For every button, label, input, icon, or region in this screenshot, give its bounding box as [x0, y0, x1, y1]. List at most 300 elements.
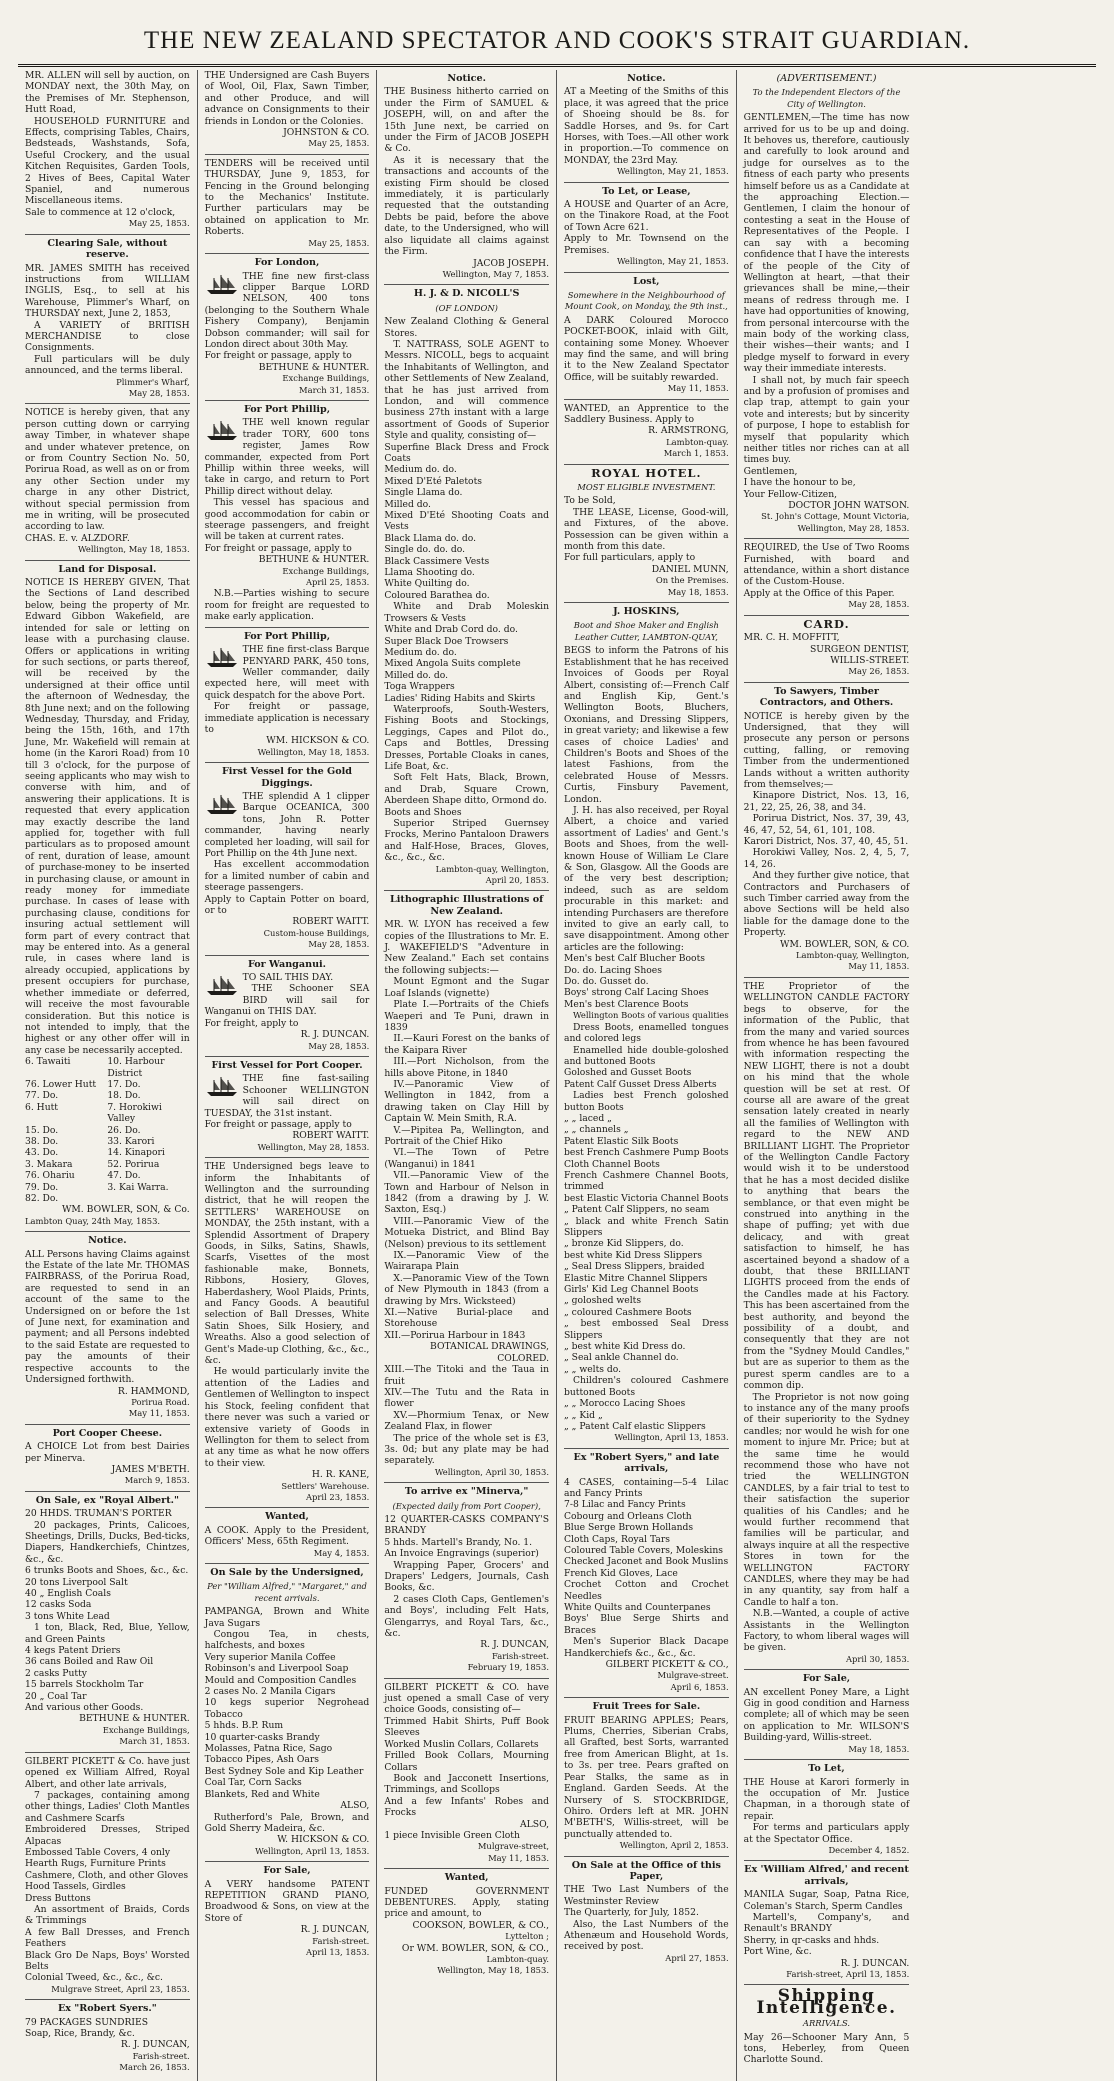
ad-line: Exchange Buildings, — [102, 1724, 190, 1735]
ad-line: „ best embossed Seal Dress Slippers — [564, 1318, 729, 1341]
ad-line: A few Ball Dresses, and French Feathers — [25, 1926, 190, 1950]
ad-line: I shall not, by much fair speech and by a profusion of promises and clap trap, attempt to gain your vote and interests; but by sincerity of purpose, I hope to establish for myself that popularity which neither titles nor riches can at all times buy. — [743, 374, 910, 466]
ad-line: For freight, apply to — [204, 1017, 299, 1029]
ad-line: Horokiwi Valley, Nos. 2, 4, 5, 7, 14, 26. — [743, 847, 910, 870]
ad-line: An Invoice Engravings (superior) — [384, 1548, 539, 1560]
ad-line: BETHUNE & HUNTER. — [79, 1713, 190, 1725]
ad-line: And various other Goods. — [25, 1702, 144, 1714]
ad-line: Rutherford's Pale, Brown, and Gold Sherry Madeira, &c. — [204, 1811, 370, 1834]
ad-line: Lyttelton ; — [505, 1931, 549, 1942]
section-entry: 3. Makara — [25, 1158, 73, 1170]
ship-icon — [205, 273, 239, 295]
ad-line: A VERY handsome PATENT REPETITION GRAND PIANO, Broadwood & Sons, on view at the Store of — [204, 1878, 370, 1924]
ad-subheading: (Expected daily from Port Cooper), — [392, 1500, 541, 1511]
ad-line: March 31, 1853. — [299, 384, 370, 395]
ad-line: Mould and Composition Candles — [204, 1674, 357, 1686]
ad-line: R. J. DUNCAN. — [840, 1957, 910, 1969]
ad-line: As it is necessary that the transactions and accounts of the existing Firm should be closed immediately, it is particularly requested that the outstanding Debts be paid, before the above date, to the Undersigned, who will also liquidate all claims against the Firm. — [384, 154, 549, 258]
ad-line: Frilled Book Collars, Mourning Collars — [384, 1750, 549, 1773]
ad-heading: Ex 'William Alfred,' and recent arrivals, — [744, 1864, 909, 1887]
ad-line: IX.—Panoramic View of the Wairarapa Plain — [384, 1250, 549, 1273]
ad-line: For terms and particulars apply at the Spectator Office. — [743, 1822, 910, 1845]
ad-line: Wellington, May 18, 1853. — [437, 1965, 549, 1976]
ad-line: White and Drab Cord do. do. — [384, 624, 518, 636]
advertisement — [384, 1872, 549, 1981]
advertisement — [25, 1495, 190, 1753]
ad-line: For freight or passage, immediate application is necessary to — [204, 701, 370, 735]
ad-line: GILBERT PICKETT & Co. have just opened ex William Alfred, Royal Albert, and other late arrivals, — [25, 1755, 190, 1790]
ad-line: April 27, 1853. — [665, 1952, 729, 1963]
ad-line: Colonial Tweed, &c., &c., &c. — [25, 1972, 163, 1984]
ad-line: Wellington Boots of various qualities — [572, 1010, 729, 1021]
ad-line: Custom-house Buildings, — [263, 927, 370, 938]
ad-line: THE Business hitherto carried on under the Firm of SAMUEL & JOSEPH, will, on and after the 15th June next, be carried on under the Firm of JACOB JOSEPH & Co. — [384, 86, 549, 155]
advertisement — [564, 606, 729, 1449]
ad-subheading: To the Independent Electors of the City of Wellington. — [752, 87, 901, 109]
ad-line: 3 tons White Lead — [25, 1610, 110, 1622]
advertisement — [564, 465, 729, 603]
ad-line: On the Premises. — [655, 575, 729, 586]
advertisement — [205, 1865, 370, 1962]
ad-heading: J. HOSKINS, — [613, 606, 680, 618]
ad-line: AT a Meeting of the Smiths of this place, it was agreed that the price of Shoeing should be 8s. for Saddle Horses, and 9s. for Cart Horses, with Toes.—All other work in proportion.—To commence on MONDAY, the 23rd May. — [564, 86, 729, 166]
ad-line: THE fine first-class Barque PENYARD PARK, 450 tons, Weller commander, daily expected here, will meet with quick despatch for the above Port. — [204, 644, 370, 701]
advertisement — [25, 564, 190, 1233]
advertisement — [25, 70, 190, 235]
ad-heading: For Sale, — [802, 1673, 851, 1685]
ad-line: XI.—Native Burial-place and Storehouse — [384, 1307, 549, 1330]
ad-heading: To Sawyers, Timber Contractors, and Others. — [759, 685, 894, 709]
newspaper-title: THE NEW ZEALAND SPECTATOR AND COOK'S STRAIT GUARDIAN. — [143, 27, 971, 54]
ad-line: 2 cases No. 2 Manila Cigars — [204, 1686, 336, 1698]
ad-line: Lambton-quay, Wellington, — [796, 950, 910, 961]
ad-line: March 31, 1853. — [119, 1736, 190, 1747]
ad-line: Elastic Mitre Channel Slippers — [564, 1272, 708, 1284]
ad-line: Very superior Manila Coffee — [204, 1651, 336, 1663]
ad-line: Farish-street. — [312, 1935, 370, 1946]
ad-line: best white Kid Dress Slippers — [564, 1249, 703, 1261]
advertisement — [744, 542, 910, 615]
ship-icon — [205, 1075, 239, 1097]
ad-line: THE splendid A 1 clipper Barque OCEANICA, 300 tons, John R. Potter commander, having nearly completed her loading, will sail for Port Phillip on the 4th June next. — [204, 790, 370, 859]
ad-line: R. ARMSTRONG, — [648, 425, 729, 437]
ad-line: Superior Striped Guernsey Frocks, Merino Pantaloon Drawers and Half-Hose, Braces, Gloves, &c., &c., &c. — [384, 818, 549, 864]
ad-line: Wellington, April 30, 1853. — [434, 1466, 549, 1477]
ad-line: 4 CASES, containing—5-4 Lilac and Fancy Prints — [564, 1476, 729, 1499]
ad-line: Enamelled hide double-goloshed and buttoned Boots — [564, 1044, 729, 1067]
ad-line: Book and Jacconett Insertions, Trimmings, and Scollops — [384, 1772, 549, 1796]
ad-line: For freight or passage, apply to — [204, 542, 352, 554]
ad-line: Or WM. BOWLER, SON, & CO., — [401, 1942, 549, 1954]
advertisement — [205, 959, 370, 1057]
ad-heading: Lithographic Illustrations of New Zealand. — [390, 894, 544, 917]
ad-line: VII.—Panoramic View of the Town and Harbour of Nelson in 1842 (from a drawing by J. W. Saxton, Esq.) — [384, 1170, 549, 1216]
ad-line: 79 PACKAGES SUNDRIES — [25, 2016, 148, 2028]
ad-line: Wellington, April 2, 1853. — [619, 1840, 729, 1851]
ad-line: MR. C. H. MOFFITT, — [743, 632, 840, 644]
ad-line: 20 „ Coal Tar — [25, 1690, 87, 1702]
ad-line: May 26—Schooner Mary Ann, 5 tons, Heberley, from Queen Charlotte Sound. — [743, 2031, 910, 2066]
advertisement — [205, 404, 370, 628]
section-entry: 7. Horokiwi Valley — [107, 1101, 162, 1125]
ad-line: He would particularly invite the attention of the Ladies and Gentlemen of Wellington to inspect his Stock, feeling confident that there never was such a varied or extensive variety of Goods in Wellington for them to select from at any time as what he now offers to their view. — [204, 1366, 370, 1469]
section-entry: 17. Do. — [107, 1078, 141, 1090]
advertisement — [25, 1428, 190, 1492]
ad-heading: For London, — [254, 257, 320, 269]
ship-icon — [205, 793, 239, 815]
ad-line: Lambton-quay. — [666, 436, 729, 447]
ad-line: R. HAMMOND, — [117, 1385, 190, 1397]
ad-heading: First Vessel for the Gold Diggings. — [222, 766, 352, 789]
ad-line: May 11, 1853. — [848, 961, 910, 972]
advertisement — [25, 1756, 190, 2001]
ad-line: Blue Serge Brown Hollands — [564, 1522, 694, 1534]
ad-line: NOTICE is hereby given, that any person cutting down or carrying away Timber, in whatever shape and under whatever pretence, on or from Country Section No. 50, Porirua Road, as well as on or from any other Section under my charge in any other District, without special permission from me in writing, will be prosecuted according to law. — [25, 407, 190, 533]
ad-line: A DARK Coloured Morocco POCKET-BOOK, inlaid with Gilt, containing some Money. Whoever may find the same, and will bring it to the New Zealand Spectator Office, will be suitably rewarded. — [564, 314, 729, 383]
ad-heading: Wanted, — [265, 1511, 309, 1523]
ad-line: New Zealand Clothing & General Stores. — [384, 316, 549, 339]
ad-line: April 23, 1853. — [305, 1491, 370, 1502]
ad-line: This vessel has spacious and good accommodation for cabin or steerage passengers, and freight will be taken at current rates. — [204, 497, 370, 543]
ad-line: THE fine new first-class clipper Barque LORD NELSON, 400 tons (belonging to the Southern Whale Fishery Company), Benjamin Dobson commander; will sail for London direct about 30th May. — [204, 270, 370, 350]
ad-line: THE fine fast-sailing Schooner WELLINGTON will sail direct on TUESDAY, the 31st instant. — [204, 1073, 370, 1119]
ad-line: May 25, 1853. — [128, 218, 190, 229]
ad-line: Wellington, April 13, 1853. — [255, 1845, 370, 1856]
ad-line: Mixed Angola Suits complete — [384, 658, 521, 670]
ad-signature: WM. BOWLER, SON, & Co. — [61, 1204, 190, 1216]
ad-line: „ „ welts do. — [564, 1363, 622, 1375]
ad-line: „ coloured Cashmere Boots — [564, 1306, 692, 1318]
ad-line: H. R. KANE, — [311, 1469, 370, 1481]
advertisement — [744, 73, 910, 539]
section-entry: 10. Harbour District — [107, 1056, 165, 1079]
ad-line: best French Cashmere Pump Boots — [564, 1147, 729, 1159]
advertisement — [564, 1860, 729, 1969]
ad-line: Hood Tassels, Girdles — [25, 1881, 126, 1893]
ad-line: WILLIS-STREET. — [830, 654, 910, 666]
ad-line: NOTICE is hereby given by the Undersigned, that they will prosecute any person or persons cutting, falling, or removing Timber from the undermentioned Lands without a written authority from themselves;— — [743, 710, 910, 790]
ad-line: May 18, 1853. — [848, 1743, 910, 1754]
ad-line: Blankets, Red and White — [204, 1788, 320, 1800]
advertisement — [744, 981, 910, 1670]
ad-line: „ Seal ankle Channel do. — [564, 1352, 679, 1364]
ad-line: April 20, 1853. — [485, 875, 549, 886]
ad-line: I have the honour to be, — [743, 477, 856, 489]
section-entry: 33. Karori — [107, 1135, 155, 1147]
ad-line: BETHUNE & HUNTER. — [258, 361, 370, 373]
ad-line: May 11, 1853. — [128, 1408, 190, 1419]
ad-line: WM. HICKSON & CO. — [266, 735, 370, 747]
ad-line: Soft Felt Hats, Black, Brown, and Drab, Square Crown, Aberdeen Shape ditto, Ormond do. — [384, 772, 549, 807]
section-entry: 26. Do. — [107, 1124, 141, 1136]
ad-line: May 11, 1853. — [667, 383, 729, 394]
ad-line: 1 ton, Black, Red, Blue, Yellow, and Green Paints — [25, 1622, 190, 1645]
ad-heading: Ex "Robert Syers." — [57, 2003, 157, 2015]
ad-line: Wellington, May 7, 1853. — [442, 268, 549, 279]
section-entry: 18. Do. — [107, 1090, 141, 1102]
ad-heading: On Sale by the Undersigned, — [210, 1566, 364, 1578]
ad-line: Llama Shooting do. — [384, 567, 475, 579]
ad-line: Medium do. do. — [384, 646, 457, 658]
advertisement — [25, 407, 190, 560]
ad-line: Wellington, May 18, 1853. — [77, 544, 190, 555]
ad-line: Ladies' Riding Habits and Skirts — [384, 692, 536, 704]
ad-line: Apply to Mr. Townsend on the Premises. — [564, 233, 729, 256]
ad-line: Worked Muslin Collars, Collarets — [384, 1738, 539, 1750]
ad-line: Farish-street. — [491, 1650, 549, 1661]
ad-line: Patent Elastic Silk Boots — [564, 1135, 679, 1147]
section-entry: 82. Do. — [25, 1193, 59, 1204]
ad-line: Molasses, Patna Rice, Sago — [204, 1743, 333, 1755]
ad-line: XIV.—The Tutu and the Rata in flower — [384, 1386, 549, 1410]
ad-line: April 6, 1853. — [670, 1681, 729, 1692]
ad-line: An assortment of Braids, Cords & Trimmings — [25, 1903, 190, 1927]
ad-line: Single do. do. do. — [384, 544, 466, 556]
ad-line: Cashmere, Cloth, and other Gloves — [25, 1869, 189, 1881]
section-entry: 79. Do. — [25, 1181, 59, 1193]
ad-line: Settlers' Warehouse. — [281, 1480, 370, 1491]
ad-subheading: MOST ELIGIBLE INVESTMENT. — [577, 482, 716, 492]
ad-line: May 25, 1853. — [308, 138, 370, 149]
ad-line: SURGEON DENTIST, — [809, 643, 910, 655]
ad-line: ROBERT WAITT. — [292, 916, 370, 928]
ad-line: JOHNSTON & CO. — [283, 127, 370, 139]
ad-line: Wellington, May 28, 1853. — [257, 1141, 370, 1152]
ad-line: May 26, 1853. — [848, 666, 910, 677]
ad-heading: Port Cooper Cheese. — [52, 1427, 163, 1439]
ad-line: Mulgrave-street. — [657, 1670, 729, 1681]
ad-line: „ black and white French Satin Slippers — [564, 1215, 729, 1238]
ad-line: May 28, 1853. — [308, 939, 370, 950]
advertisement — [743, 616, 910, 683]
ad-subheading: Somewhere in the Neighbourhood of Mount Cook, on Monday, the 9th inst., — [564, 289, 728, 312]
ad-line: Black Llama do. do. — [384, 532, 477, 544]
ad-heading: On Sale, ex "Royal Albert." — [35, 1494, 179, 1506]
advertisement — [25, 2003, 190, 2077]
ad-line: Girls' Kid Leg Channel Boots — [564, 1284, 699, 1296]
ad-line: „ Patent Calf Slippers, no seam — [564, 1204, 710, 1216]
ad-signature: Lambton Quay, 24th May, 1853. — [25, 1215, 161, 1226]
ad-line: ROBERT WAITT. — [292, 1130, 370, 1142]
ad-line: Mulgrave-street, — [477, 1841, 549, 1852]
ad-line: Lambton-quay. — [486, 1954, 549, 1964]
ad-line: REQUIRED, the Use of Two Rooms Furnished, with board and attendance, within a short distance of the Custom-House. — [743, 542, 910, 588]
ad-line: BETHUNE & HUNTER. — [258, 554, 370, 566]
ad-line: Apply to Captain Potter on board, or to — [204, 893, 370, 917]
ad-line: NOTICE IS HEREBY GIVEN, That the Sections of Land described below, being the property of Mr. Edward Gibbon Wakefield, are intended for sale or letting on lease with a purchasing clause. Offers or applications in writing for such sections, or parts thereof, will be received by the undersigned at their office until the afternoon of Wednesday, the 8th June next; and on the following Wednesday, Thursday, and Friday, being the 15th, 16th, and 17th June, Mr. Wakefield will remain at home (in the Karori Road) from 10 till 3 o'clock, for the purpose of seeing applicants who may wish to converse with him, and of answering their applications. It is requested that every application may exactly describe the land applied for, together with full particulars as to proposed amount of rent, duration of lease, amount of purchase-money to be inserted in purchasing clause, or amount in ready money for immediate purchase. In cases of lease with purchasing clause, conditions for insuring actual settlement will form part of every contract that may be entered into. As a general rule, in cases where land is already occupied, applications by present occupiers for purchase, whether immediate or deferred, will receive the most favourable consideration. But this notice is not intended to imply, that the highest or any other offer will in any case be necessarily accepted. — [25, 577, 190, 1056]
masthead — [18, 18, 1096, 67]
ad-line: Embossed Table Covers, 4 only — [25, 1846, 171, 1858]
ad-line: „ „ Patent Calf elastic Slippers — [564, 1420, 706, 1432]
ad-line: THE House at Karori formerly in the occupation of Mr. Justice Chapman, in a thorough state of repair. — [743, 1776, 910, 1822]
ad-line: best Elastic Victoria Channel Boots — [564, 1192, 729, 1204]
ad-line: Congou Tea, in chests, halfchests, and boxes — [204, 1629, 370, 1652]
ad-line: DOCTOR JOHN WATSON. — [788, 500, 910, 512]
ad-line: The Quarterly, for July, 1852. — [564, 1907, 699, 1919]
ship-icon — [205, 419, 239, 441]
section-entry: 76. Ohariu — [25, 1170, 75, 1182]
ad-heading: To arrive ex "Minerva," — [404, 1486, 529, 1498]
ad-line: Wellington, May 18, 1853. — [257, 746, 370, 757]
ad-line: The Proprietor is not now going to instance any of the many proofs of their superiority to the Sydney candles; nor would he wish for one moment to injure Mr. Price; but at the same time he would recommend those who have not tried the WELLINGTON CANDLES, by a fair trial to test to their satisfaction the superior qualities of his Candles; and he would further recommend that families will be particular, and always inquire at all the respective Stores in town for the WELLINGTON FACTORY CANDLES, where they may be had in any quantity, say from half a Candle to half a ton. — [743, 1391, 910, 1608]
advertisement — [384, 1486, 549, 1679]
advertisement — [743, 1986, 910, 2069]
ad-subheading: (OF LONDON) — [435, 302, 498, 313]
section-entry: 43. Do. — [25, 1147, 59, 1159]
section-entry: 6. Tawaiti — [25, 1056, 71, 1068]
ad-line: Super Black Doe Trowsers — [384, 635, 509, 647]
advertisement — [564, 73, 729, 183]
ad-line: „ „ channels „ — [564, 1124, 629, 1136]
advertisement — [744, 1763, 910, 1861]
ad-line: April 30, 1853. — [845, 1653, 910, 1664]
ad-line: PAMPANGA, Brown and White Java Sugars — [204, 1606, 370, 1629]
ad-line: N.B.—Parties wishing to secure room for freight are requested to make early application. — [204, 588, 370, 623]
ad-line: ALSO, — [340, 1800, 370, 1812]
advertisement — [564, 186, 729, 273]
ad-line: 36 cans Boiled and Raw Oil — [25, 1656, 154, 1668]
ad-line: Do. do. Gusset do. — [564, 976, 649, 988]
ad-line: ALL Persons having Claims against the Estate of the late Mr. THOMAS FAIRBRASS, of the Porirua Road, are requested to send in an account of the same to the Undersigned on or before the 1st of June next, for examination and payment; and all Persons indebted to the said Estate are requested to pay the amounts of their respective accounts to the Undersigned forthwith. — [25, 1248, 190, 1386]
ad-line: JACOB JOSEPH. — [473, 257, 549, 269]
ad-line: Mulgrave Street, April 23, 1853. — [51, 1983, 190, 1994]
ad-line: CHAS. E. v. ALZDORF. — [25, 532, 130, 544]
ad-line: For freight or passage, apply to — [204, 350, 352, 362]
ad-line: 2 cases Cloth Caps, Gentlemen's and Boys', including Felt Hats, Glengarrys, and Royal Tars, &c., &c. — [384, 1593, 549, 1640]
ad-line: To be Sold, — [564, 495, 616, 507]
ad-line: 7-8 Lilac and Fancy Prints — [564, 1499, 686, 1511]
ad-line: Tobacco Pipes, Ash Oars — [204, 1754, 320, 1766]
ad-heading: ROYAL HOTEL. — [591, 465, 702, 480]
ad-line: III.—Port Nicholson, from the hills above Pitone, in 1840 — [384, 1056, 549, 1079]
ad-line: TENDERS will be received until THURSDAY, June 9, 1853, for Fencing in the Ground belonging to the Mechanics' Institute. Further particulars may be obtained on application to Mr. Roberts. — [204, 157, 370, 238]
ad-line: 4 kegs Patent Driers — [25, 1645, 121, 1657]
ad-heading: First Vessel for Port Cooper. — [211, 1059, 363, 1071]
ad-subheading: Boot and Shoe Maker and English Leather Cutter, LAMBTON-QUAY, — [573, 620, 719, 642]
ad-line: 2 casks Putty — [25, 1667, 87, 1679]
ad-line: Embroidered Dresses, Striped Alpacas — [25, 1824, 190, 1847]
ad-line: THE Two Last Numbers of the Westminster Review — [564, 1884, 729, 1907]
ad-heading: To Let, or Lease, — [602, 185, 691, 197]
section-entry — [107, 1193, 189, 1204]
ad-line: Cloth Caps, Royal Tars — [564, 1533, 670, 1545]
ad-line: Wellington, April 13, 1853. — [614, 1432, 729, 1443]
section-entry: 14. Kinapori — [107, 1147, 165, 1159]
ad-line: Coloured Barathea do. — [384, 589, 490, 601]
ad-line: R. J. DUNCAN, — [120, 2039, 190, 2051]
ad-line: May 11, 1853. — [488, 1852, 549, 1863]
ad-line: Your Fellow-Citizen, — [743, 488, 838, 500]
ad-line: Trimmed Habit Shirts, Puff Book Sleeves — [384, 1715, 549, 1739]
ad-heading: On Sale at the Office of this Paper, — [571, 1859, 721, 1882]
ad-line: THE Undersigned are Cash Buyers of Wool, Oil, Flax, Sawn Timber, and other Produce, and will advance on Consignments to their friends in London or the Colonies. — [204, 70, 370, 127]
column-4 — [557, 70, 737, 2081]
ad-line: 5 hhds. B.P. Rum — [204, 1720, 284, 1732]
section-entry: 3. Kai Warra. — [107, 1181, 169, 1193]
section-entry: 38. Do. — [25, 1135, 59, 1147]
ad-line: „ goloshed welts — [564, 1295, 642, 1307]
ad-line: „ best white Kid Dress do. — [564, 1341, 686, 1353]
ad-line: „ „ Morocco Lacing Shoes — [564, 1398, 686, 1410]
ad-line: 7 packages, containing among other things, Ladies' Cloth Mantles and Cashmere Scarfs — [25, 1789, 190, 1824]
advertisement — [25, 1235, 190, 1425]
ad-line: Coal Tar, Corn Sacks — [204, 1777, 302, 1789]
ad-line: March 1, 1853. — [663, 448, 729, 459]
ad-line: ALSO, — [520, 1818, 549, 1830]
ad-heading: CARD. — [803, 616, 850, 631]
ad-line: XII.—Porirua Harbour in 1843 — [384, 1329, 526, 1341]
ad-line: Mixed D'Eté Shooting Coats and Vests — [384, 510, 549, 533]
ad-line: Port Wine, &c. — [743, 1946, 812, 1958]
ad-line: XIII.—The Titoki and the Taua in fruit — [384, 1364, 549, 1387]
ad-line: 5 hhds. Martell's Brandy, No. 1. — [384, 1536, 533, 1548]
section-list — [25, 1056, 190, 1204]
ad-heading: Clearing Sale, without reserve. — [47, 237, 168, 261]
advertisement — [564, 403, 729, 465]
advertisement — [744, 1673, 910, 1760]
ad-line: Exchange Buildings, — [282, 565, 370, 576]
ad-line: THE LEASE, License, Good-will, and Fixtures, of the above. Possession can be given within a month from this date. — [564, 506, 729, 553]
ad-line: March 26, 1853. — [119, 2062, 190, 2073]
ad-line: Men's Superior Black Dacape Handkerchiefs &c., &c., &c. — [564, 1636, 729, 1659]
ad-line: GENTLEMEN,—The time has now arrived for us to be up and doing. It behoves us, therefore, cautiously and carefully to look around and judge for ourselves as to the fitness of each party who presents himself before us as a Candidate at the approaching Election.—Gentlemen, I claim the honour of contesting a seat in the House of Representatives of the People. I can say with a becoming confidence that I have the interests of the people of the City of Wellington at heart, —that their grievances shall be mine,—their means of redress through me. I have had opportunities of knowing, from personal intercourse with the main body of the working class, their wishes—their wants; and I pledge myself to forward in every way their immediate interests. — [743, 112, 910, 375]
ad-line: Porirua Road. — [131, 1396, 190, 1407]
column-2 — [198, 70, 378, 2081]
ad-line: Boys' strong Calf Lacing Shoes — [564, 987, 709, 999]
ad-line: Wellington, May 21, 1853. — [616, 166, 729, 177]
ad-line: VI.—The Town of Petre (Wanganui) in 1841 — [384, 1147, 549, 1170]
advertisement — [384, 288, 549, 891]
ad-line: FUNDED GOVERNMENT DEBENTURES. Apply, stating price and amount, to — [384, 1885, 549, 1920]
ad-line: IV.—Panoramic View of Wellington in 1842, from a drawing taken on Clay Hill by Captain W. Mein Smith, R.A. — [384, 1078, 549, 1125]
ad-line: FRUIT BEARING APPLES; Pears, Plums, Cherries, Siberian Crabs, all Grafted, best Sorts, warranted free from American Blight, at 1s. to 3s. per tree. Pears grafted on Pear Stalks, the same as in England. Garden Seeds. At the Nursery of S. STOCKBRIDGE, Ohiro. Orders left at MR. JOHN M'BETH'S, Willis-street, will be punctually attended to. — [564, 1714, 729, 1840]
ad-line: MR. ALLEN will sell by auction, on MONDAY next, the 30th May, on the Premises of Mr. Stephenson, Hutt Road, — [25, 70, 190, 116]
ad-line: Exchange Buildings, — [282, 373, 370, 384]
ad-line: White and Drab Moleskin Trowsers & Vests — [384, 601, 549, 624]
ad-line: „ bronze Kid Slippers, do. — [564, 1238, 684, 1250]
ad-line: „ „ laced „ — [564, 1112, 612, 1124]
advertisement — [564, 1701, 729, 1856]
section-entry: 77. Do. — [25, 1090, 59, 1102]
ad-line: BOTANICAL DRAWINGS, COLORED. — [430, 1341, 549, 1364]
ad-line: 12 QUARTER-CASKS COMPANY'S BRANDY — [384, 1513, 549, 1537]
ad-line: MR. JAMES SMITH has received instructions from WILLIAM INGLIS, Esq., to sell at his Warehouse, Plimmer's Wharf, on THURSDAY next, June 2, 1853, — [25, 262, 190, 320]
ad-heading: Land for Disposal. — [58, 563, 157, 575]
advertisement — [384, 73, 549, 285]
ad-line: Superfine Black Dress and Frock Coats — [384, 441, 549, 464]
ad-line: THE Undersigned begs leave to inform the Inhabitants of Wellington and the surrounding district, that he will reopen the SETTLERS' WAREHOUSE on MONDAY, the 25th instant, with a Splendid Assortment of Drapery Goods, in Silks, Satins, Shawls, Scarfs, Visettes of the most fashionable make, Bonnets, Ribbons, Hosiery, Gloves, Haberdashery, Wool Plaids, Prints, and Fancy Goods. A beautiful selection of Ball Dresses, White Satin Shoes, Silk Hosiery, and Wreaths. Also a good selection of Gent's Made-up Clothing, &c., &c., &c. — [204, 1161, 370, 1367]
advertisement — [25, 238, 190, 405]
ad-heading: Notice. — [88, 1235, 127, 1247]
ad-line: Toga Wrappers — [384, 681, 455, 693]
ad-line: MR. W. LYON has received a few copies of the Illustrations to Mr. E. J. WAKEFIELD'S "Adventure in New Zealand." Each set contains the following subjects:— — [384, 919, 549, 976]
ad-line: Karori District, Nos. 37, 40, 45, 51. — [743, 836, 909, 847]
ad-line: Men's best Calf Blucher Boots — [564, 953, 705, 965]
advertisement — [205, 1161, 370, 1508]
ad-line: Soap, Rice, Brandy, &c. — [25, 2028, 135, 2040]
ad-line: 20 HHDS. TRUMAN'S PORTER — [25, 1508, 172, 1520]
ad-line: Boots and Shoes — [384, 806, 462, 818]
ad-line: Medium do. do. — [384, 464, 457, 476]
ad-line: V.—Pipitea Pa, Wellington, and Portrait of the Chief Hiko — [384, 1124, 549, 1147]
ad-line: GILBERT PICKETT & CO. have just opened a small Case of very choice Goods, consisting of— — [384, 1681, 549, 1716]
ad-heading: For Sale, — [263, 1865, 311, 1877]
ad-line: Single Llama do. — [384, 487, 463, 499]
ad-line: Dress Buttons — [25, 1892, 91, 1904]
advertisement — [384, 1682, 549, 1870]
ad-line: WANTED, an Apprentice to the Saddlery Business. Apply to — [564, 402, 729, 425]
column-5 — [737, 70, 917, 2081]
